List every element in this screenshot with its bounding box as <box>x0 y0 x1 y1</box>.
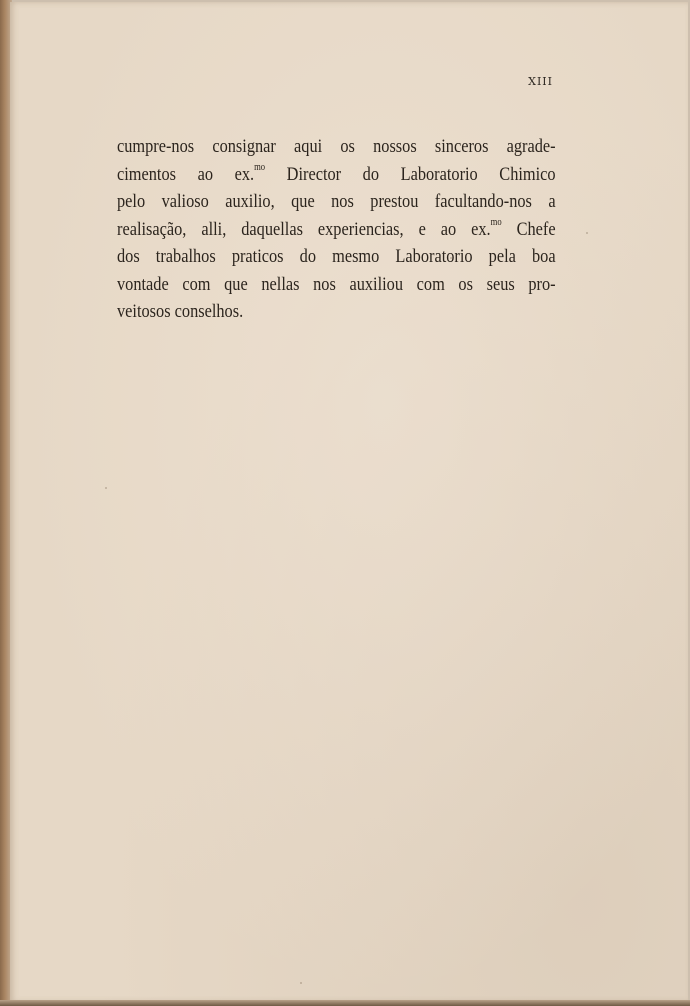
paper-speck <box>300 982 302 984</box>
text-segment: vontade com que nellas nos auxiliou com os seus pro- <box>117 273 556 295</box>
text-segment: dos trabalhos praticos do mesmo Laboratorio pela boa <box>117 246 556 267</box>
text-segment: cumpre-nos consignar aqui os nossos sinceros agrade- <box>117 136 556 157</box>
text-segment: Director do Laboratorio Chimico <box>265 163 556 185</box>
text-line <box>117 216 556 244</box>
text-line <box>117 271 556 299</box>
page-number: XIII <box>528 75 553 88</box>
page-bottom-edge <box>0 1000 690 1006</box>
text-line <box>117 243 556 271</box>
paper-speck <box>586 232 588 234</box>
text-segment: pelo valioso auxilio, que nos prestou facultando-nos a <box>117 191 556 212</box>
text-segment: cimentos ao ex. <box>117 163 255 185</box>
text-segment: veitosos conselhos. <box>117 301 244 322</box>
text-line <box>117 161 556 189</box>
text-line <box>117 298 556 326</box>
paper-speck <box>105 487 107 489</box>
text-line <box>117 188 556 216</box>
superscript-abbreviation: mo <box>490 217 502 229</box>
body-paragraph <box>117 133 556 326</box>
text-segment: realisação, alli, daquellas experiencias, e ao ex. <box>117 218 491 240</box>
superscript-abbreviation: mo <box>254 162 266 174</box>
text-line <box>117 133 556 161</box>
text-segment: Chefe <box>501 218 556 240</box>
